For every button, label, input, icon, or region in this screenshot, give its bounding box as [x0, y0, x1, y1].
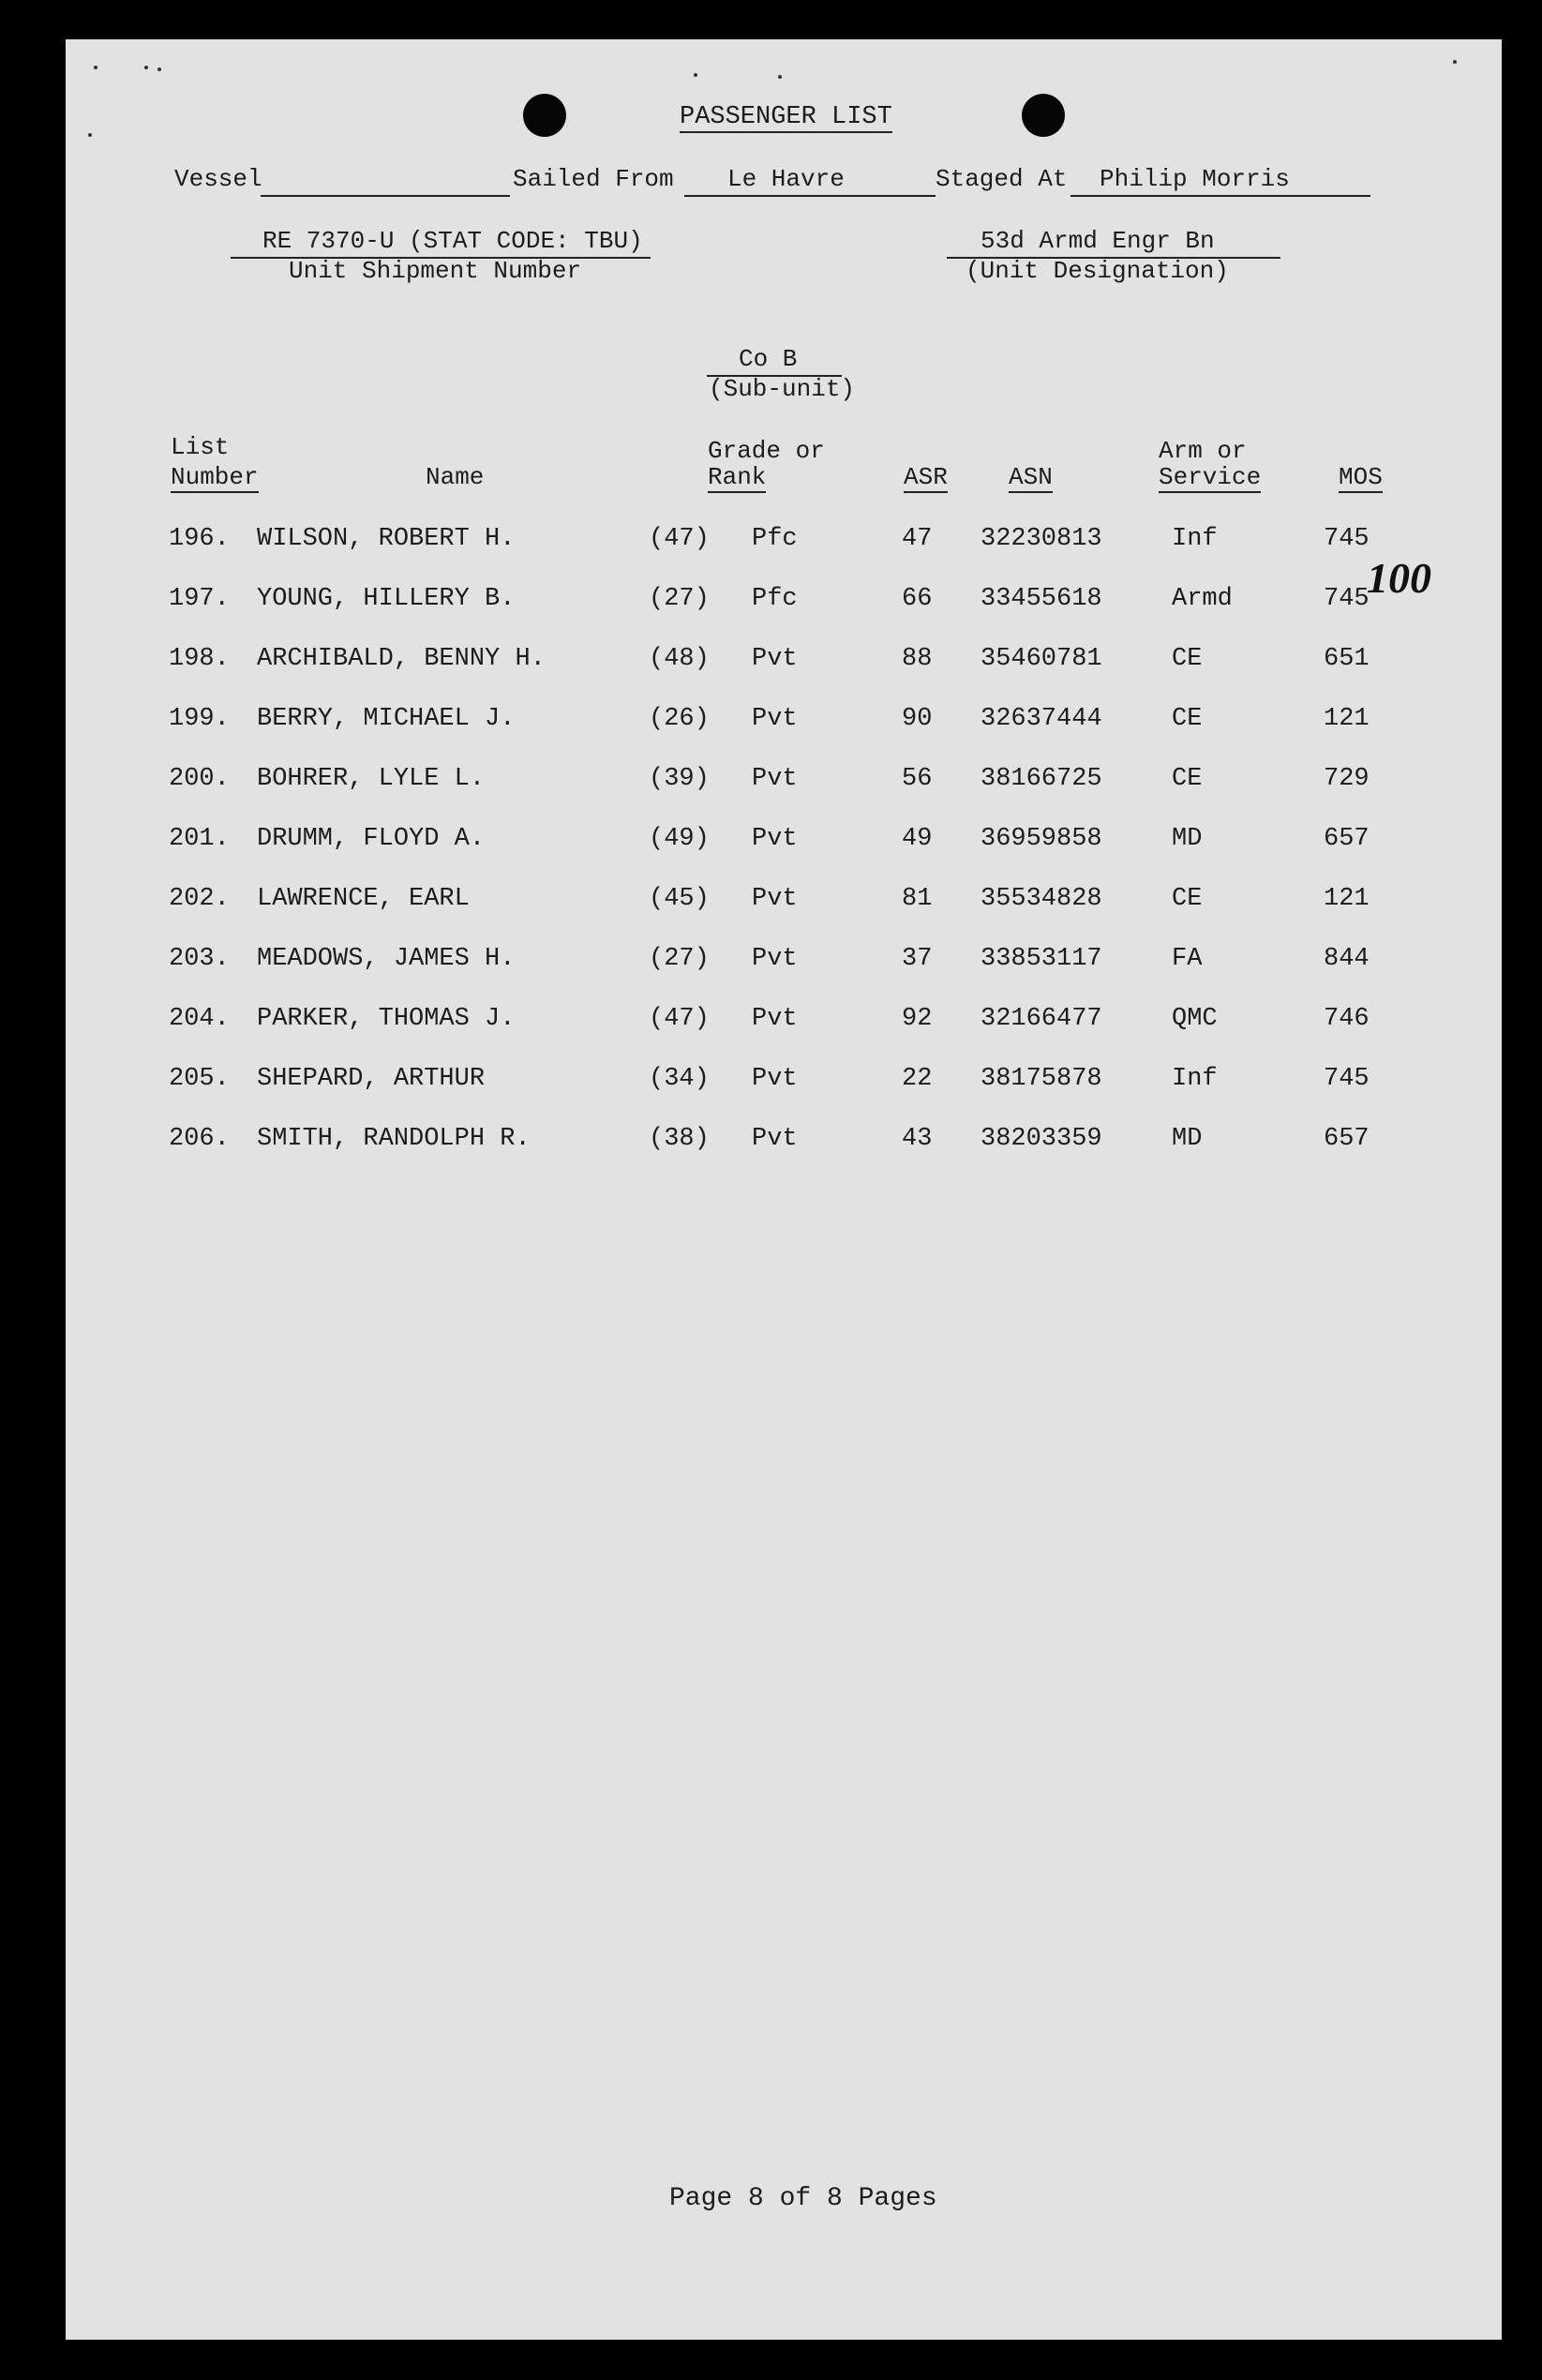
punch-hole-left	[523, 94, 566, 137]
speck	[144, 66, 148, 69]
grade-code: (47)	[649, 1005, 710, 1033]
speck	[157, 67, 161, 71]
table-row	[66, 765, 1502, 802]
sailed-from-value: Le Havre	[727, 165, 845, 193]
grade-code: (26)	[649, 705, 710, 733]
list-number: 203.	[169, 945, 230, 973]
list-number: 204.	[169, 1005, 230, 1033]
mos: 746	[1324, 1005, 1370, 1033]
col-asn: ASN	[1009, 463, 1053, 491]
grade-code: (49)	[649, 825, 710, 853]
vessel-label: Vessel	[174, 165, 262, 193]
asn: 38203359	[981, 1125, 1102, 1153]
person-name: MEADOWS, JAMES H.	[257, 945, 516, 973]
person-name: YOUNG, HILLERY B.	[257, 585, 516, 613]
service: CE	[1172, 885, 1203, 913]
table-row	[66, 585, 1502, 622]
list-number: 202.	[169, 885, 230, 913]
speck	[1453, 60, 1457, 64]
grade-code: (27)	[649, 585, 710, 613]
asr: 43	[902, 1125, 933, 1153]
list-number: 206.	[169, 1125, 230, 1153]
mos: 121	[1324, 705, 1370, 733]
grade: Pvt	[752, 1005, 798, 1033]
col-arm-line2: Service	[1159, 463, 1262, 491]
mos: 657	[1324, 825, 1370, 853]
grade: Pvt	[752, 1125, 798, 1153]
grade-code: (27)	[649, 945, 710, 973]
person-name: LAWRENCE, EARL	[257, 885, 470, 913]
asn: 33455618	[981, 585, 1102, 613]
service: MD	[1172, 1125, 1203, 1153]
mos: 729	[1324, 765, 1370, 793]
grade: Pvt	[752, 1065, 798, 1093]
person-name: BOHRER, LYLE L.	[257, 765, 486, 793]
speck	[778, 75, 782, 79]
grade: Pvt	[752, 885, 798, 913]
mos: 745	[1324, 1065, 1370, 1093]
person-name: WILSON, ROBERT H.	[257, 525, 516, 553]
service: Inf	[1172, 525, 1218, 553]
sub-unit-label: (Sub-unit)	[709, 375, 856, 403]
asn: 33853117	[981, 945, 1102, 973]
list-number: 198.	[169, 645, 230, 673]
staged-at-underline	[1070, 195, 1370, 197]
asn: 35534828	[981, 885, 1102, 913]
asn: 38166725	[981, 765, 1102, 793]
col-grade-line2: Rank	[708, 463, 767, 491]
person-name: SHEPARD, ARTHUR	[257, 1065, 486, 1093]
col-list-number-line1: List	[171, 433, 230, 461]
grade: Pvt	[752, 705, 798, 733]
service: Armd	[1172, 585, 1233, 613]
punch-hole-right	[1022, 94, 1065, 137]
col-mos: MOS	[1339, 463, 1383, 491]
service: Inf	[1172, 1065, 1218, 1093]
sailed-from-underline	[684, 195, 936, 197]
col-arm-line1: Arm or	[1159, 437, 1247, 465]
asr: 22	[902, 1065, 933, 1093]
table-row	[66, 825, 1502, 862]
asr: 56	[902, 765, 933, 793]
asn: 36959858	[981, 825, 1102, 853]
person-name: ARCHIBALD, BENNY H.	[257, 645, 546, 673]
service: MD	[1172, 825, 1203, 853]
table-row	[66, 705, 1502, 742]
table-row	[66, 525, 1502, 562]
col-list-number-line2: Number	[171, 463, 259, 491]
sailed-from-label: Sailed From	[513, 165, 674, 193]
asr: 47	[902, 525, 933, 553]
person-name: SMITH, RANDOLPH R.	[257, 1125, 531, 1153]
unit-designation-value: 53d Armd Engr Bn	[981, 227, 1215, 255]
asr: 49	[902, 825, 933, 853]
asr: 88	[902, 645, 933, 673]
list-number: 201.	[169, 825, 230, 853]
service: CE	[1172, 765, 1203, 793]
asn: 32637444	[981, 705, 1102, 733]
table-row	[66, 885, 1502, 922]
grade-code: (34)	[649, 1065, 710, 1093]
page-stamp-number: 100	[1367, 554, 1431, 602]
mos: 121	[1324, 885, 1370, 913]
speck	[694, 73, 697, 77]
person-name: BERRY, MICHAEL J.	[257, 705, 516, 733]
col-name: Name	[426, 463, 485, 491]
mos: 745	[1324, 525, 1370, 553]
grade-code: (47)	[649, 525, 710, 553]
grade: Pfc	[752, 585, 798, 613]
speck	[94, 66, 97, 69]
table-row	[66, 1005, 1502, 1042]
list-number: 205.	[169, 1065, 230, 1093]
asn: 32230813	[981, 525, 1102, 553]
sub-unit-value: Co B	[739, 345, 798, 373]
list-number: 197.	[169, 585, 230, 613]
service: FA	[1172, 945, 1203, 973]
asn: 32166477	[981, 1005, 1102, 1033]
speck	[88, 133, 92, 137]
grade-code: (39)	[649, 765, 710, 793]
service: CE	[1172, 645, 1203, 673]
asr: 81	[902, 885, 933, 913]
asr: 66	[902, 585, 933, 613]
table-row	[66, 645, 1502, 682]
col-asr: ASR	[904, 463, 948, 491]
asn: 38175878	[981, 1065, 1102, 1093]
person-name: PARKER, THOMAS J.	[257, 1005, 516, 1033]
list-number: 196.	[169, 525, 230, 553]
mos: 651	[1324, 645, 1370, 673]
grade: Pfc	[752, 525, 798, 553]
mos: 745	[1324, 585, 1370, 613]
document-page	[66, 39, 1502, 2340]
staged-at-value: Philip Morris	[1100, 165, 1290, 193]
col-grade-line1: Grade or	[708, 437, 825, 465]
list-number: 199.	[169, 705, 230, 733]
grade: Pvt	[752, 765, 798, 793]
mos: 844	[1324, 945, 1370, 973]
asr: 90	[902, 705, 933, 733]
asr: 37	[902, 945, 933, 973]
grade-code: (45)	[649, 885, 710, 913]
document-title: PASSENGER LIST	[680, 103, 892, 131]
asr: 92	[902, 1005, 933, 1033]
mos: 657	[1324, 1125, 1370, 1153]
unit-shipment-value: RE 7370-U (STAT CODE: TBU)	[262, 227, 643, 255]
person-name: DRUMM, FLOYD A.	[257, 825, 486, 853]
grade: Pvt	[752, 945, 798, 973]
grade: Pvt	[752, 825, 798, 853]
asn: 35460781	[981, 645, 1102, 673]
table-row	[66, 1125, 1502, 1162]
vessel-underline	[261, 195, 510, 197]
list-number: 200.	[169, 765, 230, 793]
grade-code: (38)	[649, 1125, 710, 1153]
table-row	[66, 945, 1502, 982]
unit-shipment-label: Unit Shipment Number	[289, 257, 582, 285]
table-row	[66, 1065, 1502, 1102]
service: QMC	[1172, 1005, 1218, 1033]
staged-at-label: Staged At	[936, 165, 1068, 193]
unit-designation-label: (Unit Designation)	[966, 257, 1229, 285]
grade: Pvt	[752, 645, 798, 673]
grade-code: (48)	[649, 645, 710, 673]
page-footer: Page 8 of 8 Pages	[669, 2184, 937, 2213]
service: CE	[1172, 705, 1203, 733]
